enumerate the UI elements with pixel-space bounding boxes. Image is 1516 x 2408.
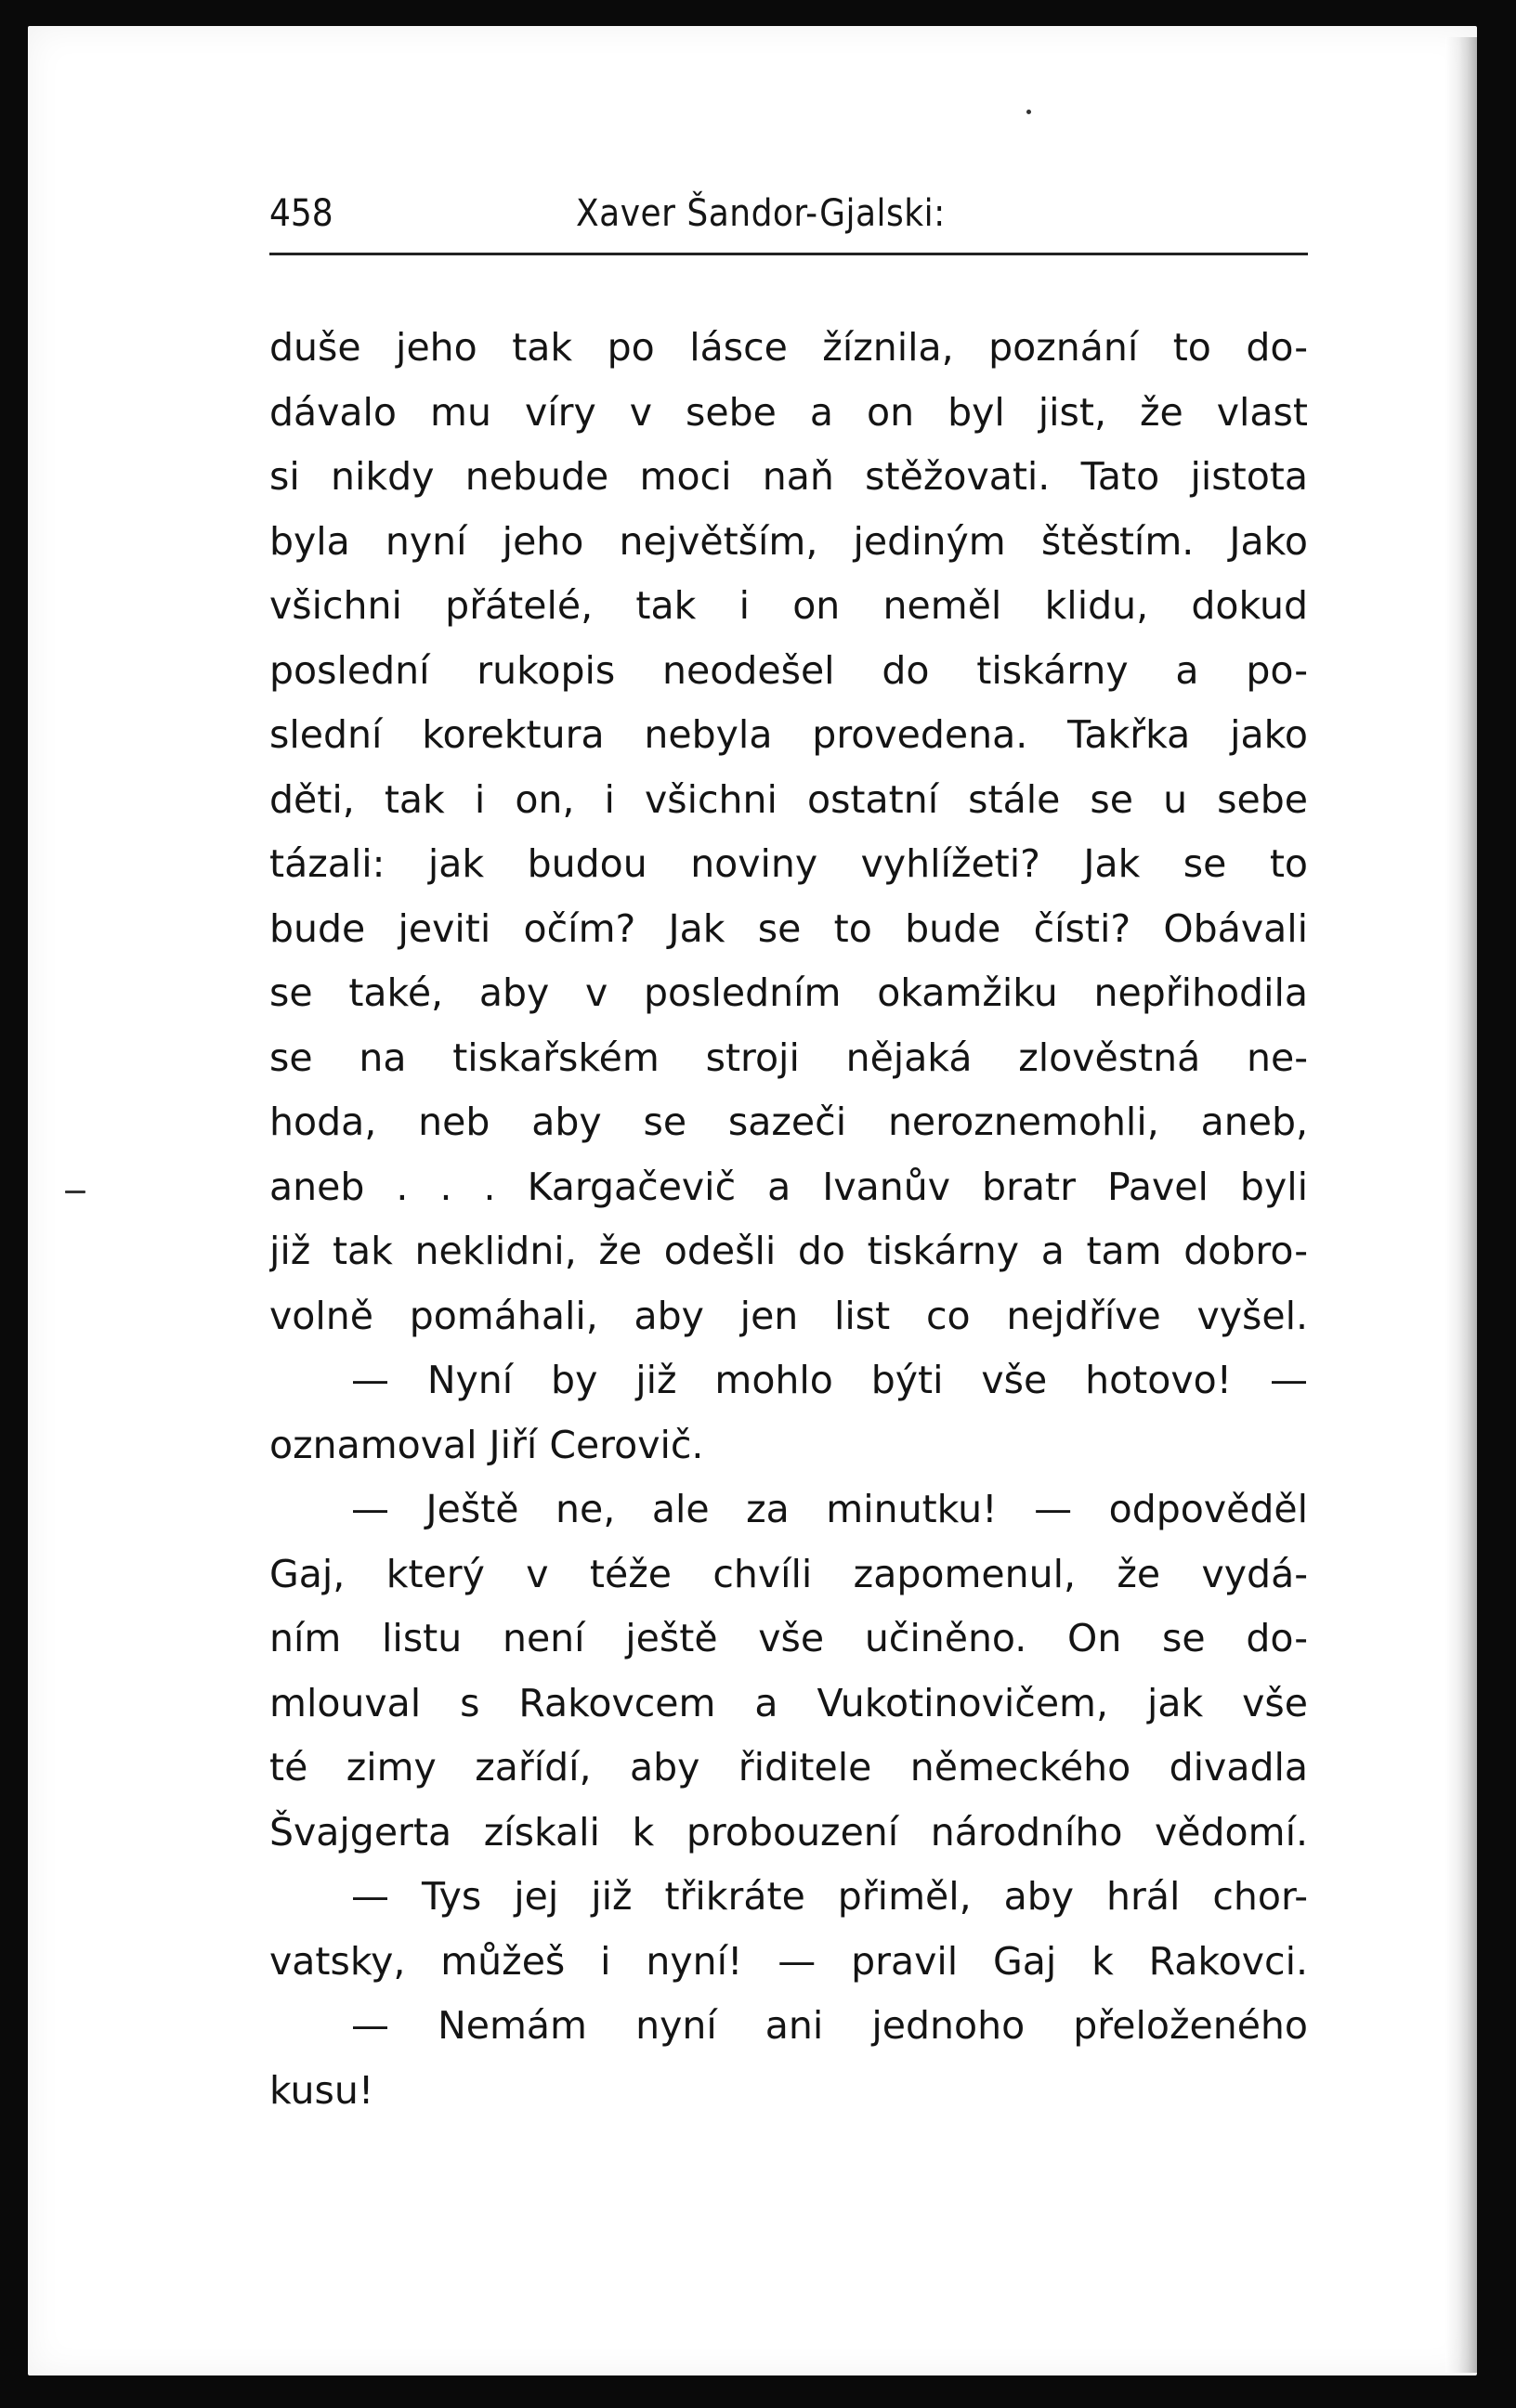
page-speck (1026, 110, 1031, 114)
text-line: děti, tak i on, i všichni ostatní stále se u sebe (269, 776, 1308, 822)
text-line: oznamoval Jiří Cerovič. (269, 1422, 704, 1467)
text-line: se také, aby v posledním okamžiku nepřihodila (269, 970, 1308, 1015)
text-line: duše jeho tak po lásce žíznila, poznání to do- (269, 325, 1308, 370)
text-line: — Ještě ne, ale za minutku! — odpověděl (351, 1487, 1308, 1531)
text-line: slední korektura nebyla provedena. Takřka jako (269, 712, 1308, 757)
page-number: 458 (269, 192, 333, 235)
text-line: — Nyní by již mohlo býti vše hotovo! — (351, 1358, 1308, 1402)
text-line: volně pomáhali, aby jen list co nejdříve vyšel. (269, 1293, 1308, 1338)
body-text (269, 316, 1308, 2123)
text-line: Gaj, který v téže chvíli zapomenul, že vydá- (269, 1551, 1308, 1596)
text-line: aneb . . . Kargačevič a Ivanův bratr Pavel byli (269, 1164, 1308, 1209)
text-line: již tak neklidni, že odešli do tiskárny a tam dobro- (269, 1229, 1308, 1273)
text-line: poslední rukopis neodešel do tiskárny a po- (269, 647, 1308, 693)
text-line: všichni přátelé, tak i on neměl klidu, dokud (269, 583, 1308, 628)
text-line: hoda, neb aby se sazeči neroznemohli, aneb, (269, 1100, 1308, 1144)
text-line: — Tys jej již třikráte přiměl, aby hrál chor- (351, 1874, 1308, 1919)
text-line: bude jeviti očím? Jak se to bude čísti? Obávali (269, 905, 1308, 951)
text-line: — Nemám nyní ani jednoho přeloženého (351, 2003, 1308, 2048)
page-speck (65, 1191, 85, 1193)
text-line: té zimy zařídí, aby řiditele německého divadla (269, 1745, 1308, 1790)
page-edge-shadow (1445, 37, 1477, 2373)
text-line: Švajgerta získali k probouzení národního vědomí. (269, 1809, 1308, 1855)
text-line: byla nyní jeho největším, jediným štěstím. Jako (269, 518, 1308, 564)
text-line: se na tiskařském stroji nějaká zlověstná ne- (269, 1035, 1308, 1080)
text-line: dávalo mu víry v sebe a on byl jist, že vlast (269, 389, 1308, 435)
header-rule (269, 253, 1308, 255)
text-line: tázali: jak budou noviny vyhlížeti? Jak se to (269, 841, 1308, 886)
text-line: ním listu není ještě vše učiněno. On se do- (269, 1616, 1308, 1660)
running-head (269, 186, 1308, 241)
running-title: Xaver Šandor-Gjalski: (576, 192, 946, 235)
text-line: mlouval s Rakovcem a Vukotinovičem, jak vše (269, 1680, 1308, 1725)
text-line: si nikdy nebude moci naň stěžovati. Tato jistota (269, 454, 1308, 499)
text-line: vatsky, můžeš i nyní! — pravil Gaj k Rakovci. (269, 1938, 1308, 1984)
text-line: kusu! (269, 2067, 374, 2113)
